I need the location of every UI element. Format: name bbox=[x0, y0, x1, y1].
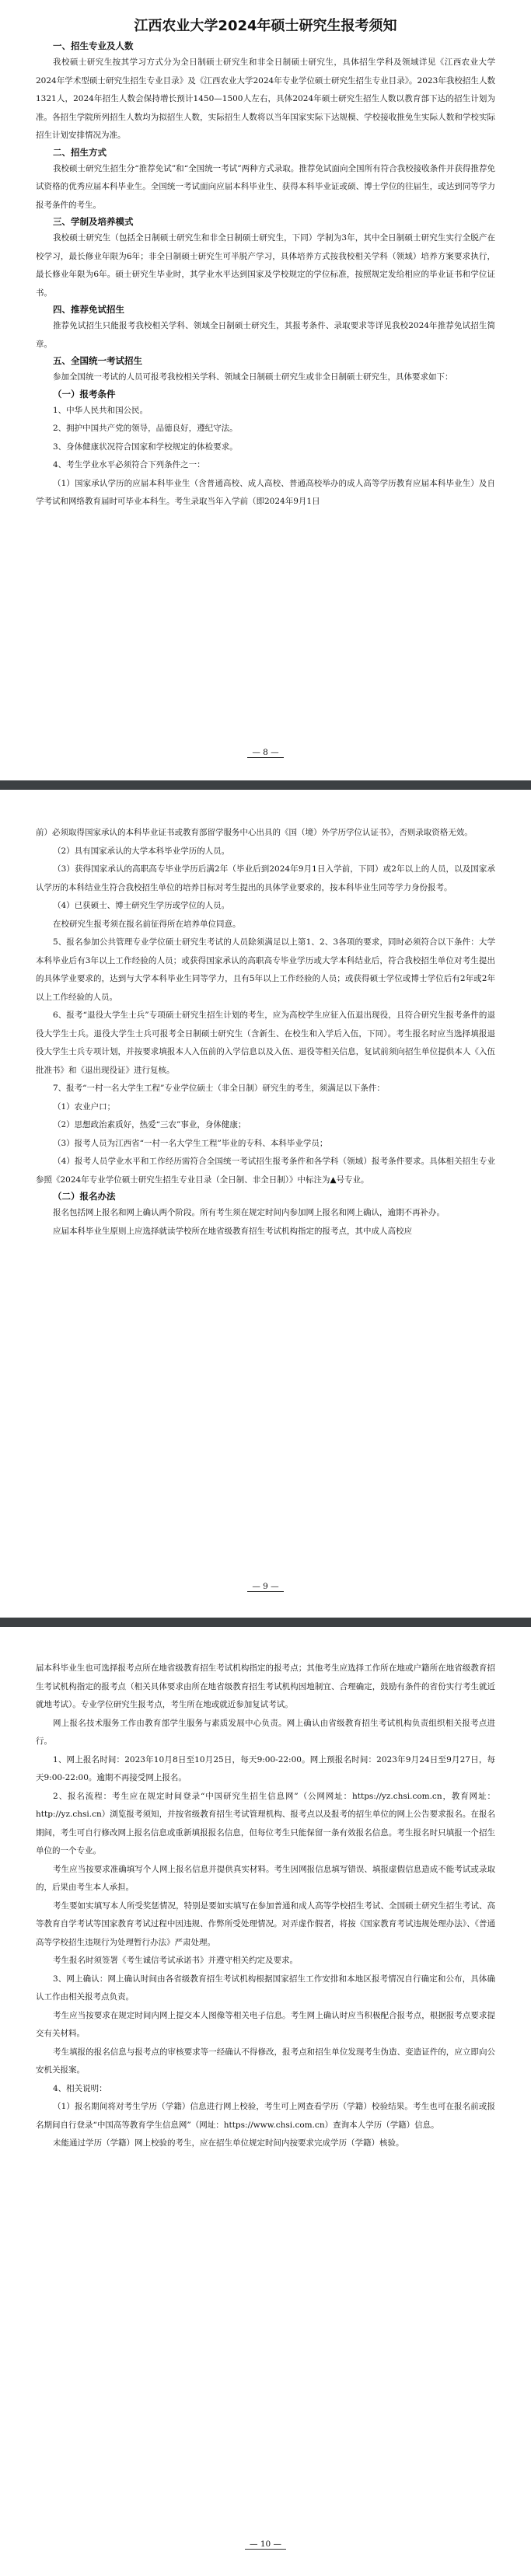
paragraph: 3、身体健康状况符合国家和学校规定的体检要求。 bbox=[53, 442, 238, 452]
page-number: — 9 — bbox=[0, 1582, 531, 1591]
document-title: 江西农业大学2024年硕士研究生报考须知 bbox=[134, 18, 397, 34]
paragraph: （4）报考人员学业水平和工作经历需符合全国统一考试招生报考条件和各学科（领域）报考条件要求。具体相关招生专业参照《2024年专业学位硕士研究生招生专业目录（全日制、非全日制）》中标注为▲号专业。 bbox=[36, 1157, 495, 1185]
paragraph: （1）国家承认学历的应届本科毕业生（含普通高校、成人高校、普通高校举办的成人高等学历教育应届本科毕业生）及自学考试和网络教育届时可毕业本科生。考生录取当年入学前（即2024年9月1日 bbox=[36, 478, 495, 506]
section-heading: 二、招生方式 bbox=[53, 146, 107, 158]
paragraph: 考生填报的报名信息与报考点的审核要求等一经确认不得修改，报考点和招生单位发现考生伪造、变造证件的，应立即向公安机关报案。 bbox=[36, 2047, 495, 2075]
page-separator bbox=[0, 1618, 531, 1627]
page-number: — 8 — bbox=[0, 748, 531, 757]
paragraph: 3、网上确认：网上确认时间由各省级教育招生考试机构根据国家招生工作安排和本地区报考情况自行确定和公布，具体确认工作由相关报考点负责。 bbox=[36, 1974, 495, 2002]
paragraph: 考生应当按要求在规定时间内网上提交本人图像等相关电子信息。考生网上确认时应当积极配合报考点，根据报考点要求提交有关材料。 bbox=[36, 2010, 495, 2038]
section-heading: 一、招生专业及人数 bbox=[53, 40, 134, 51]
page-number: — 10 — bbox=[0, 2539, 531, 2549]
paragraph: 4、考生学业水平必须符合下列条件之一： bbox=[53, 460, 205, 469]
section-heading: 五、全国统一考试招生 bbox=[53, 355, 142, 366]
page-number-value: 8 bbox=[263, 748, 268, 757]
paragraph: （3）报考人员为江西省“一村一名大学生工程”毕业的专科、本科毕业学员； bbox=[53, 1138, 328, 1148]
paragraph: 我校硕士研究生招生分“推荐免试”和“全国统一考试”两种方式录取。推荐免试面向全国所有符合我校接收条件并获得推荐免试资格的优秀应届本科毕业生。全国统一考试面向应届本科毕业生、获得本科毕业证或硕、博士学位的往届生，或达到同等学力报考条件的考生。 bbox=[36, 163, 495, 210]
paragraph: 2、报名流程：考生应在规定时间登录“中国研究生招生信息网”（公网网址：https://yz.chsi.com.cn，教育网址：http://yz.chsi.cn）浏览报考须知，并按省级教育招生考试管理机构、报考点以及报考的招生单位的网上公告要求报名。在报名期间，考生可自行修改网上报名信息或重新填报报名信息，但每位考生只能保留一条有效报名信息。考生报名时只填报一个招生单位的一个专业。 bbox=[36, 1791, 495, 1855]
paragraph: （1）农业户口； bbox=[53, 1101, 116, 1112]
page-content bbox=[36, 1660, 495, 2153]
page-body bbox=[36, 1660, 495, 2153]
paragraph: 1、中华人民共和国公民。 bbox=[53, 405, 148, 415]
page-body bbox=[36, 824, 495, 1241]
paragraph: 考生要如实填写本人所受奖惩情况，特别是要如实填写在参加普通和成人高等学校招生考试、全国硕士研究生招生考试、高等教育自学考试等国家教育考试过程中因违规、作弊所受处理情况。对弄虚作假者，将按《国家教育考试违规处理办法》、《普通高等学校招生违规行为处理暂行办法》严肃处理。 bbox=[36, 1901, 495, 1947]
paragraph: 在校研究生报考须在报名前征得所在培养单位同意。 bbox=[53, 919, 241, 929]
paragraph: （4）已获硕士、博士研究生学历或学位的人员。 bbox=[53, 901, 230, 910]
subsection-heading: （一）报考条件 bbox=[53, 388, 116, 400]
paragraph: 参加全国统一考试的人员可报考我校相关学科、领域全日制硕士研究生或非全日制硕士研究生，具体要求如下： bbox=[53, 372, 453, 382]
paragraph: 1、网上报名时间：2023年10月8日至10月25日，每天9:00-22:00。网上预报名时间：2023年9月24日至9月27日，每天9:00-22:00。逾期不再接受网上报名。 bbox=[36, 1754, 495, 1782]
document-page-3 bbox=[0, 1627, 531, 2576]
document-page-1 bbox=[0, 0, 531, 780]
paragraph: 我校硕士研究生（包括全日制硕士研究生和非全日制硕士研究生，下同）学制为3年，其中全日制硕士研究生实行全脱产在校学习，最长修业年限为6年；非全日制硕士研究生可半脱产学习，具体培养方式按我校相关学科（领域）培养方案要求执行，最长修业年限为6年。硕士研究生毕业时，其学业水平达到国家及学校规定的学位标准，按照规定发给相应的毕业证书和学位证书。 bbox=[36, 233, 495, 298]
paragraph: （2）具有国家承认的大学本科毕业学历的人员。 bbox=[53, 846, 230, 856]
paragraph: 未能通过学历（学籍）网上校验的考生，应在招生单位规定时间内按要求完成学历（学籍）核验。 bbox=[53, 2138, 404, 2148]
section-heading: 四、推荐免试招生 bbox=[53, 304, 124, 315]
paragraph: 4、相关说明： bbox=[53, 2083, 107, 2093]
page-separator bbox=[0, 780, 531, 790]
paragraph: 推荐免试招生只能报考我校相关学科、领域全日制硕士研究生，其报考条件、录取要求等详见我校2024年推荐免试招生简章。 bbox=[36, 321, 495, 349]
paragraph: 报名包括网上报名和网上确认两个阶段。所有考生须在规定时间内参加网上报名和网上确认，逾期不再补办。 bbox=[53, 1208, 445, 1217]
paragraph: 5、报名参加公共管理专业学位硕士研究生考试的人员除须满足以上第1、2、3各项的要求，同时必须符合以下条件：大学本科毕业后有3年以上工作经验的人员；或获得国家承认的高职高专毕业学历或大学本科结业后，符合我校招生单位对考生提出的具体学业要求的，达到与大学本科毕业生同等学力，且有5年以上工作经验的人员；或获得硕士学位或博士学位后有2年或2年以上工作经验的人员。 bbox=[36, 937, 495, 1002]
paragraph: （1）报名期间将对考生学历（学籍）信息进行网上校验，考生可上网查看学历（学籍）校验结果。考生也可在报名前或报名期间自行登录“中国高等教育学生信息网”（网址：https://www.chsi.com.cn）查询本人学历（学籍）信息。 bbox=[36, 2102, 495, 2130]
paragraph: 7、报考“一村一名大学生工程”专业学位硕士（非全日制）研究生的考生，须满足以下条件： bbox=[53, 1084, 385, 1093]
section-heading: 三、学制及培养模式 bbox=[53, 216, 134, 227]
paragraph: 考生报名时须签署《考生诚信考试承诺书》并遵守相关约定及要求。 bbox=[53, 1956, 298, 1965]
page-body bbox=[36, 39, 495, 511]
paragraph: （3）获得国家承认的高职高专毕业学历后满2年（毕业后到2024年9月1日入学前，下同）或2年以上的人员，以及国家承认学历的本科结业生符合我校招生单位的培养目标对考生提出的具体学业要求的，按本科毕业生同等学力身份报考。 bbox=[36, 864, 495, 892]
document-page-2 bbox=[0, 790, 531, 1618]
page-content bbox=[36, 17, 495, 511]
paragraph: （2）思想政治素质好，热爱“三农”事业，身体健康； bbox=[53, 1120, 246, 1129]
paragraph: 前）必须取得国家承认的本科毕业证书或教育部留学服务中心出具的《国（境）外学历学位认证书》，否则录取资格无效。 bbox=[36, 828, 473, 837]
paragraph: 6、报考“退役大学生士兵”专项硕士研究生招生计划的考生，应为高校学生应征入伍退出现役，且符合研究生报考条件的退役大学生士兵。退役大学生士兵可报考全日制硕士研究生（含新生、在校生和入学后入伍，下同）。考生报名时应当选择填报退役大学生士兵专项计划，并按要求填报本人入伍前的入学信息以及入伍、退役等相关信息，复试前须向招生单位提供本人《入伍批准书》和《退出现役证》进行复核。 bbox=[36, 1011, 495, 1075]
paragraph: 网上报名技术服务工作由教育部学生服务与素质发展中心负责。网上确认由省级教育招生考试机构负责组织相关报考点进行。 bbox=[36, 1718, 495, 1746]
subsection-heading: （二）报名办法 bbox=[53, 1191, 116, 1202]
paragraph: 考生应当按要求准确填写个人网上报名信息并提供真实材料。考生因网报信息填写错误、填报虚假信息造成不能考试或录取的，后果由考生本人承担。 bbox=[36, 1864, 495, 1892]
paragraph: 届本科毕业生也可选择报考点所在地省级教育招生考试机构指定的报考点；其他考生应选择工作所在地或户籍所在地省级教育招生考试机构指定的报考点（相关具体要求由所在地省级教育招生考试机构因地制宜、合理确定，鼓励有条件的省份实行考生就近就地考试）。专业学位研究生报考点，考生所在地或就近参加复试考试。 bbox=[36, 1663, 495, 1709]
paragraph: 2、拥护中国共产党的领导，品德良好，遵纪守法。 bbox=[53, 424, 238, 433]
paragraph: 我校硕士研究生按其学习方式分为全日制硕士研究生和非全日制硕士研究生，具体招生学科及领域详见《江西农业大学2024年学术型硕士研究生招生专业目录》及《江西农业大学2024年专业学位硕士研究生招生专业目录》。2023年我校招生人数1321人，2024年招生人数会保持增长预计1450—1500人左右，具体2024年硕士研究生招生人数以教育部下达的招生计划为准。各招生学院所列招生人数均为拟招生人数，实际招生人数将以当年国家实际下达规模、学校接收推免生实际人数和学校实际招生计划安排情况为准。 bbox=[36, 58, 495, 140]
page-number-value: 9 bbox=[263, 1582, 268, 1591]
page-number-value: 10 bbox=[260, 2539, 271, 2549]
paragraph: 应届本科毕业生原则上应选择就读学校所在地省级教育招生考试机构指定的报考点，其中成人高校应 bbox=[53, 1226, 412, 1236]
page-content bbox=[36, 824, 495, 1241]
